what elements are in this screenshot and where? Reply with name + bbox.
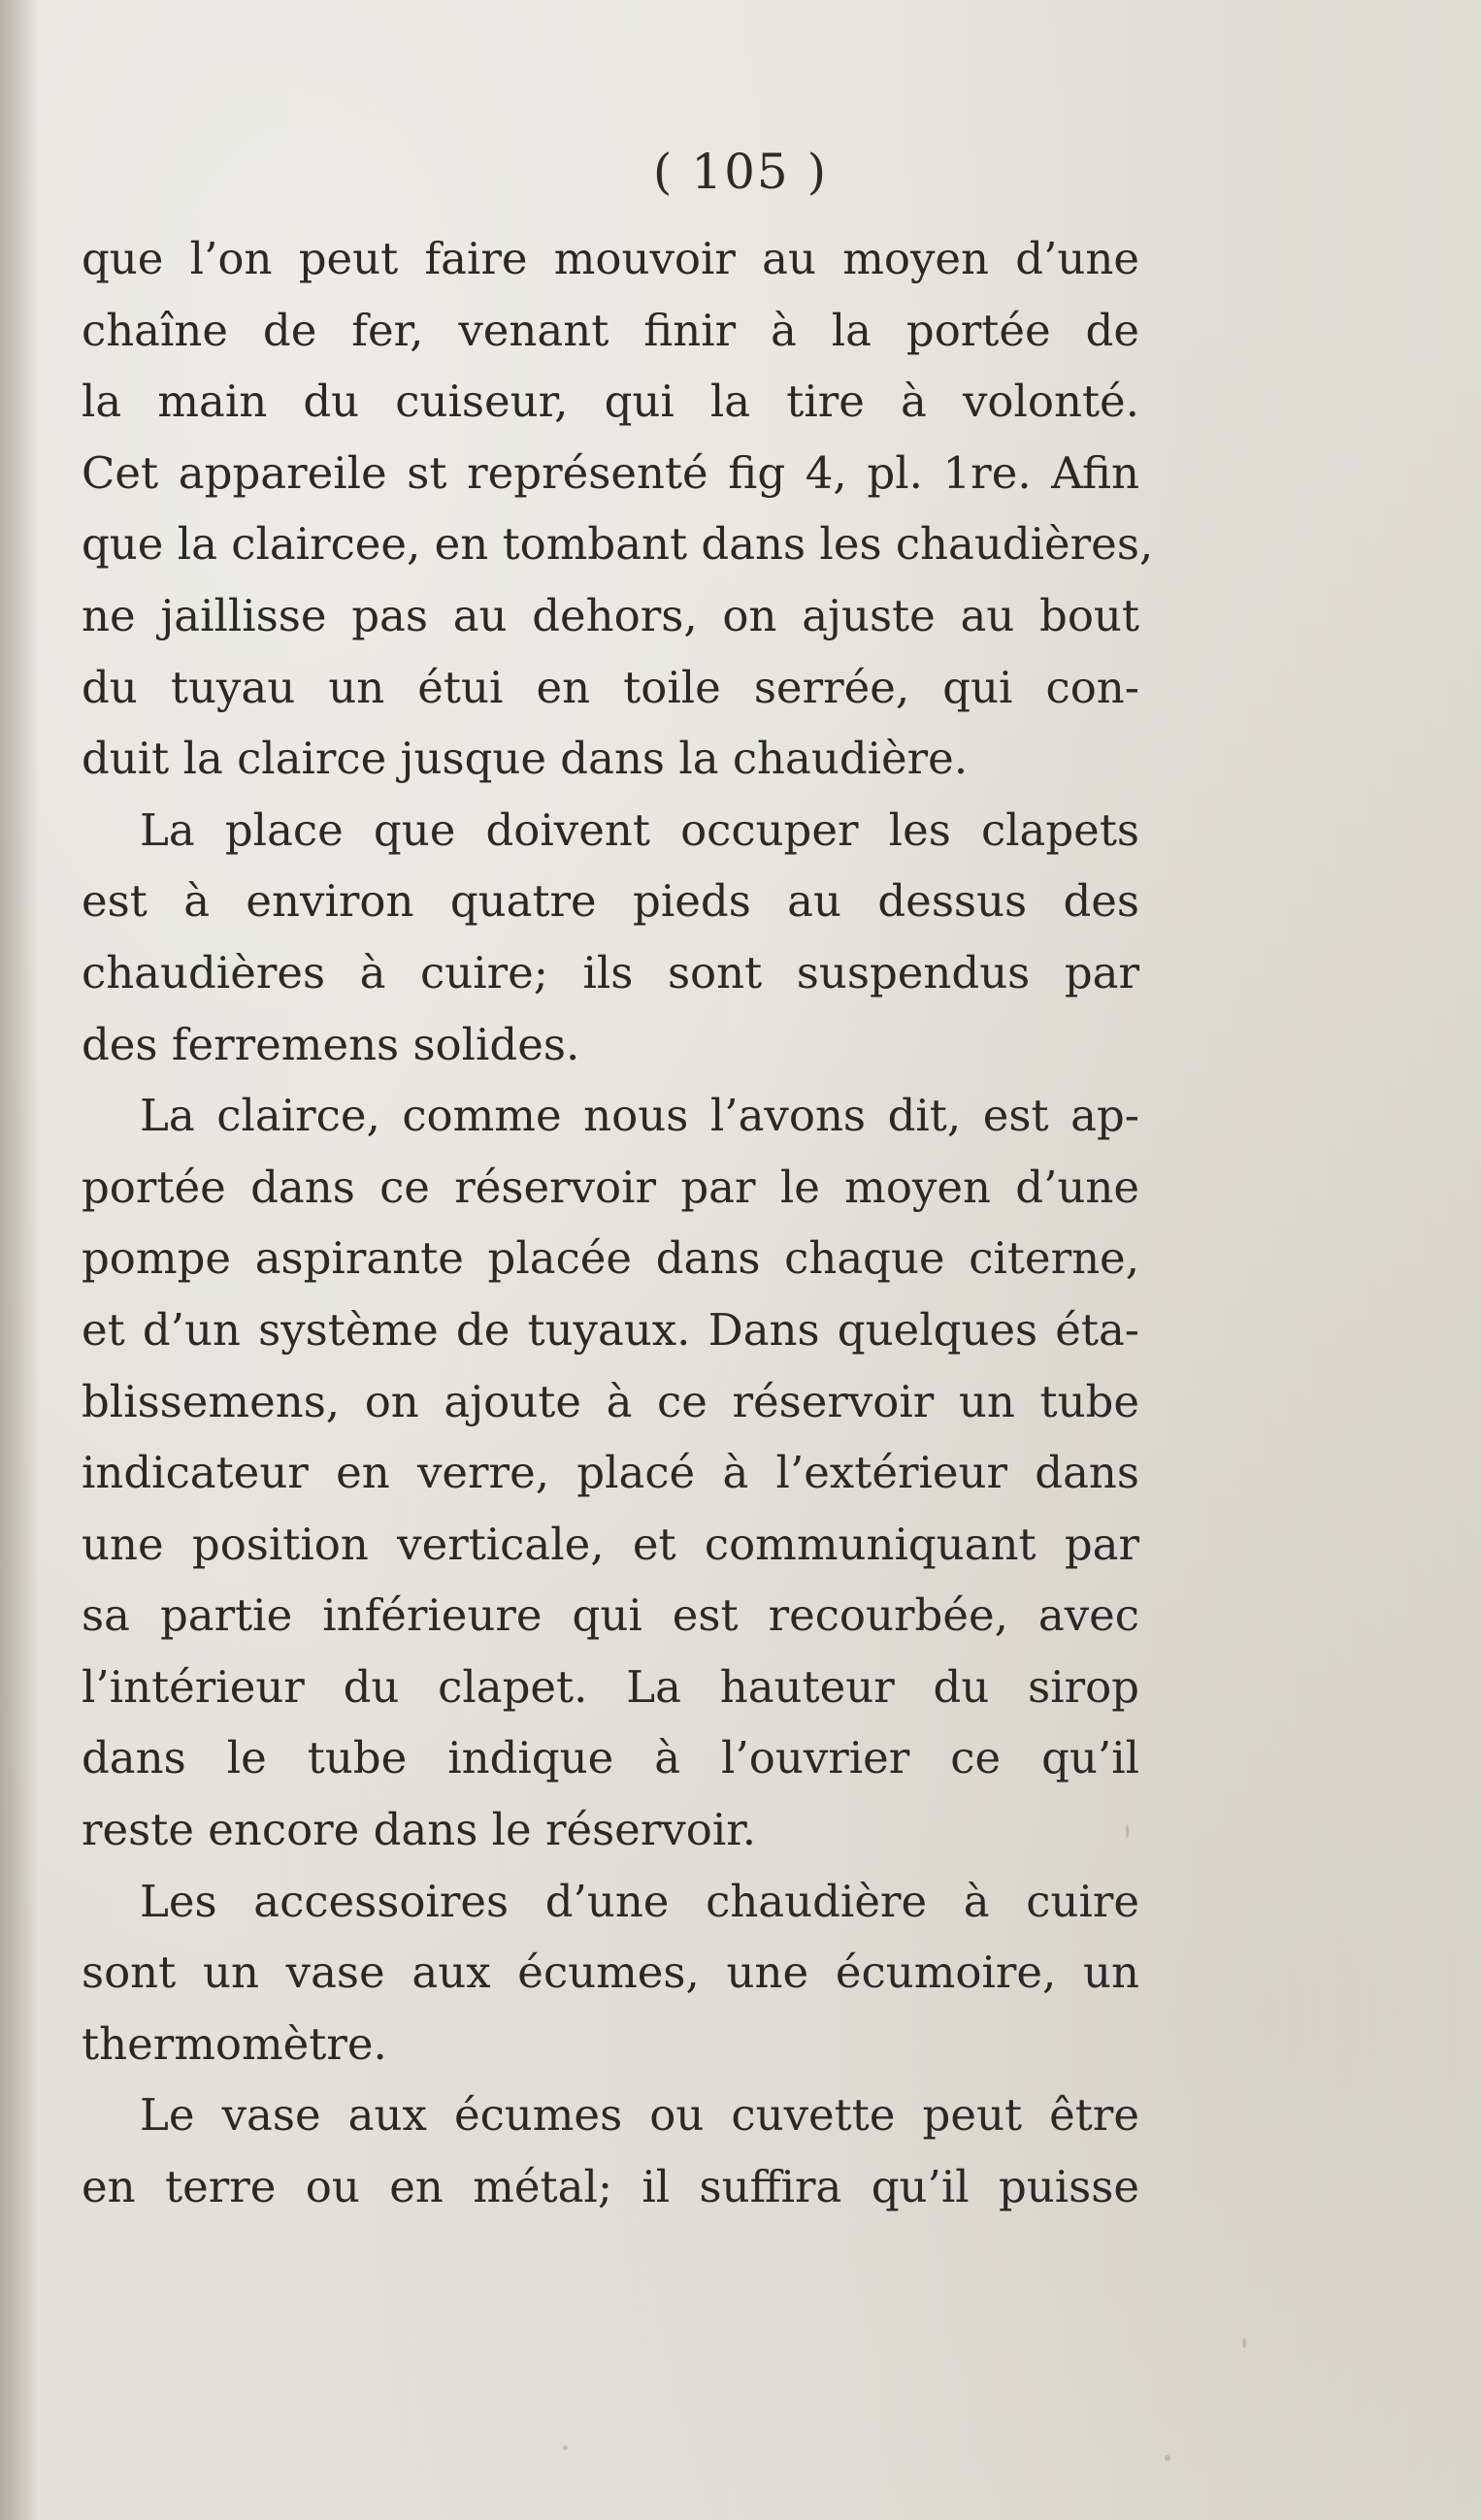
text-line: pompe aspirante placée dans chaque citerne, xyxy=(82,1232,1139,1285)
text-line: dans le tube indique à l’ouvrier ce qu’il xyxy=(82,1732,1139,1784)
gutter-shadow xyxy=(0,0,39,2520)
text-line: ne jaillisse pas au dehors, on ajuste au bout xyxy=(82,589,1139,641)
text-line: Cet appareile st représenté fig 4, pl. 1re. Afin xyxy=(82,446,1139,499)
paper-speck xyxy=(563,2445,568,2450)
text-line: que la claircee, en tombant dans les chaudières, xyxy=(82,518,1154,571)
text-line: chaîne de fer, venant finir à la portée de xyxy=(82,304,1139,356)
text-line: Les accessoires d’une chaudière à cuire xyxy=(140,1875,1139,1927)
paragraph xyxy=(82,1866,1139,2080)
text-line: sont un vase aux écumes, une écumoire, un xyxy=(82,1947,1139,1999)
text-line: sa partie inférieure qui est recourbée, avec xyxy=(82,1589,1139,1642)
text-line: chaudières à cuire; ils sont suspendus par xyxy=(82,946,1139,998)
text-line: que l’on peut faire mouvoir au moyen d’une xyxy=(82,233,1139,284)
text-line: Le vase aux écumes ou cuvette peut être xyxy=(140,2089,1139,2142)
text-line: reste encore dans le réservoir. xyxy=(82,1804,757,1856)
text-line: La place que doivent occuper les clapets xyxy=(140,803,1139,856)
text-line: duit la clairce jusque dans la chaudière. xyxy=(82,733,969,785)
paragraph xyxy=(82,1080,1139,1866)
text-line: est à environ quatre pieds au dessus des xyxy=(82,875,1139,928)
text-line: portée dans ce réservoir par le moyen d’une xyxy=(82,1161,1139,1213)
text-line: blissemens, on ajoute à ce réservoir un tube xyxy=(82,1375,1139,1427)
page-number: ( 105 ) xyxy=(652,144,829,200)
paper-speck xyxy=(1242,2339,1246,2348)
paragraph xyxy=(82,223,1154,795)
text-line: La clairce, comme nous l’avons dit, est ap- xyxy=(140,1090,1139,1142)
text-line: indicateur en verre, placé à l’extérieur dans xyxy=(82,1447,1139,1499)
text-line: thermomètre. xyxy=(82,2017,387,2070)
paragraph xyxy=(82,795,1139,1080)
paper-speck xyxy=(1126,1824,1129,1838)
paragraph xyxy=(82,2079,1139,2222)
text-line: et d’un système de tuyaux. Dans quelques éta- xyxy=(82,1303,1139,1356)
text-line: du tuyau un étui en toile serrée, qui con- xyxy=(82,661,1139,713)
text-line: des ferremens solides. xyxy=(82,1018,580,1070)
text-line: l’intérieur du clapet. La hauteur du sirop xyxy=(82,1660,1139,1713)
body-text xyxy=(82,223,1154,2223)
paper-speck xyxy=(1165,2455,1170,2461)
text-line: une position verticale, et communiquant par xyxy=(82,1518,1139,1570)
text-line: la main du cuiseur, qui la tire à volonté. xyxy=(82,376,1139,428)
text-line: en terre ou en métal; il suffira qu’il puisse xyxy=(82,2161,1139,2213)
